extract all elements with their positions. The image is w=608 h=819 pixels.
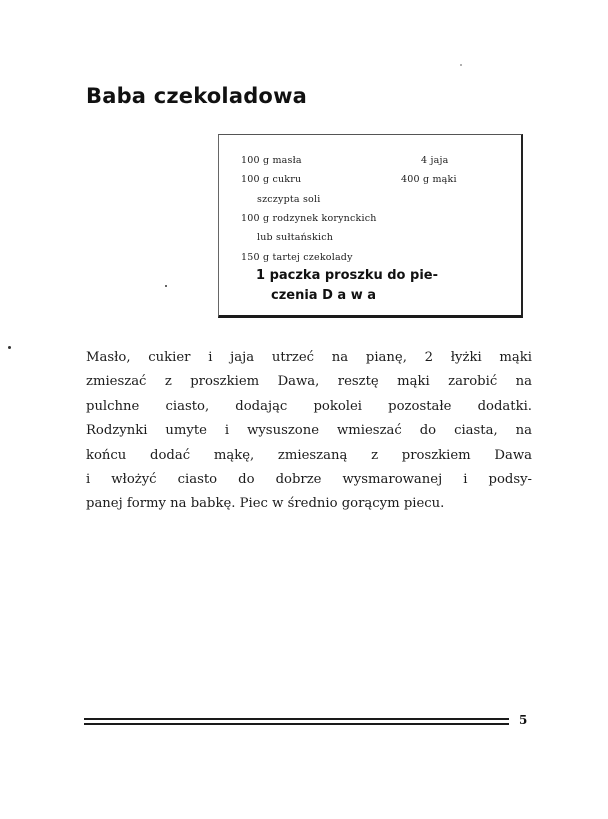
ingredient-item: 4 jaja — [421, 155, 449, 166]
print-speck — [165, 285, 167, 287]
baking-powder-line: czenia D a w a — [271, 288, 377, 303]
recipe-title: Baba czekoladowa — [86, 84, 308, 108]
ingredient-item: 100 g rodzynek korynckich — [241, 213, 377, 224]
ingredient-item: 150 g tartej czekolady — [241, 252, 353, 263]
footer-rule-top — [84, 718, 509, 720]
ingredient-item: lub sułtańskich — [257, 232, 334, 243]
print-speck — [460, 64, 462, 66]
instruction-line: panej formy na babkę. Piec w średnio gorącym piecu. — [86, 496, 445, 512]
ingredient-item: 100 g masła — [241, 155, 302, 166]
ingredient-item: 100 g cukru — [241, 174, 302, 185]
instruction-line: pulchne ciasto, dodając pokolei pozostałe dodatki. — [86, 398, 532, 414]
instruction-line: zmieszać z proszkiem Dawa, resztę mąki zarobić na — [86, 374, 532, 390]
ingredients-box — [218, 134, 523, 318]
footer-rule-bottom — [84, 723, 509, 725]
instruction-line: końcu dodać mąkę, zmieszaną z proszkiem Dawa — [86, 447, 532, 463]
page-number: 5 — [519, 713, 528, 727]
instruction-line: Rodzynki umyte i wysuszone wmieszać do ciasta, na — [86, 423, 532, 439]
ingredient-item: szczypta soli — [257, 194, 321, 205]
instructions-paragraph — [86, 346, 532, 517]
ingredient-item: 400 g mąki — [401, 174, 457, 185]
instruction-line: i włożyć ciasto do dobrze wysmarowanej i podsy- — [86, 472, 532, 488]
print-speck — [8, 346, 11, 349]
instruction-line: Masło, cukier i jaja utrzeć na pianę, 2 łyżki mąki — [86, 350, 532, 365]
baking-powder-line: 1 paczka proszku do pie- — [256, 268, 438, 283]
